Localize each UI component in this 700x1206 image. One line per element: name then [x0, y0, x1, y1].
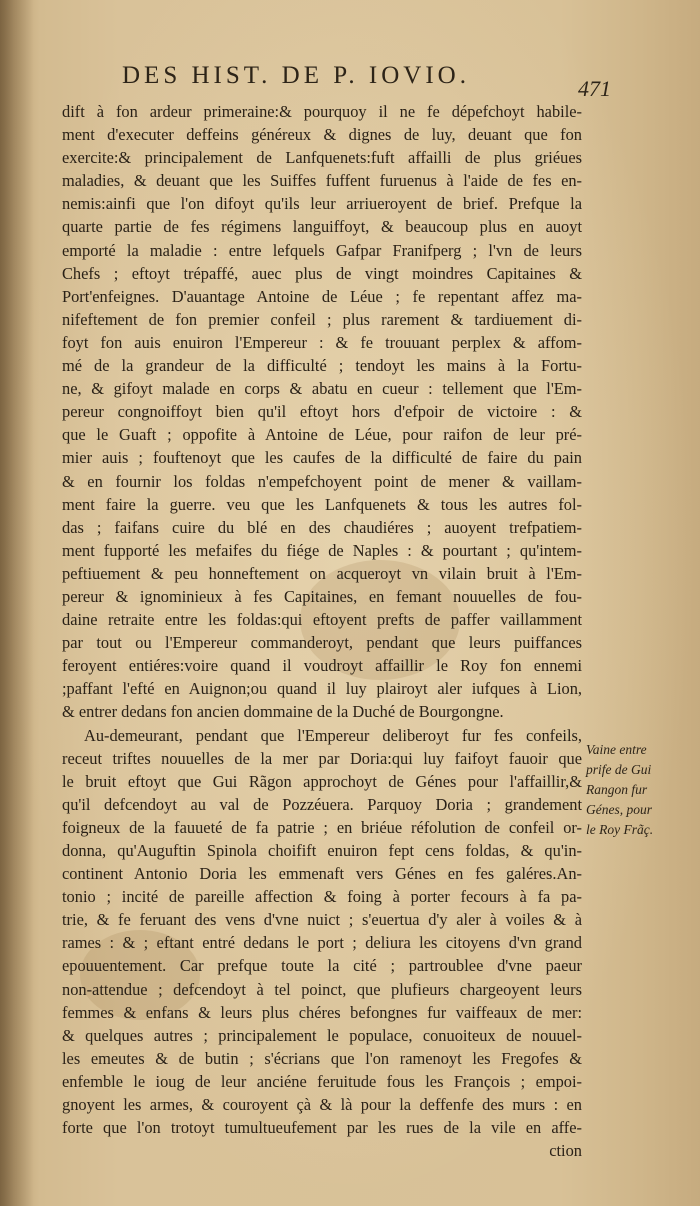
text-line: dift à fon ardeur primeraine:& pourquoy il ne fe dépefchoyt habile-	[62, 102, 582, 121]
marginal-note-line: prife de Gui	[586, 762, 652, 777]
text-line: nifeftement de fon premier confeil ; plus rarement & tardiuement di-	[62, 309, 582, 329]
text-line: que le Guaft ; oppofite à Antoine de Léue, pour raifon de leur pré-	[62, 425, 582, 445]
text-line: & entrer dedans fon ancien dommaine de la Duché de Bourgongne.	[62, 702, 504, 722]
text-line: & en fournir los foldas n'empefchoyent point de mener & vaillam-	[62, 471, 582, 491]
gutter-shadow	[0, 0, 34, 1206]
text-line: Port'enfeignes. D'auantage Antoine de Léue ; fe repentant affez ma-	[62, 286, 582, 306]
marginal-note-line: Rangon fur	[586, 782, 648, 797]
body-text	[62, 100, 582, 1162]
text-line: les emeutes & de butin ; s'écrians que l'on ramenoyt les Fregofes &	[62, 1048, 582, 1068]
text-line: feroyent entiéres:voire quand il voudroyt affaillir le Roy fon ennemi	[62, 656, 582, 676]
text-line: ne, & gifoyt malade en corps & abatu en cueur : tellement que l'Em-	[62, 379, 582, 399]
text-line: Chefs ; eftoyt trépaffé, auec plus de vingt moindres Capitaines &	[62, 263, 582, 283]
text-line: foyt fon auis enuiron l'Empereur : & fe trouuant perplex & affom-	[62, 332, 582, 352]
text-line: mier auis ; fouftenoyt que les caufes de la difficulté de faire du pain	[62, 448, 582, 468]
text-line: forte que l'on trotoyt tumultueufement par les rues de la vile en affe-	[62, 1118, 582, 1138]
marginal-note-line: Génes, pour	[586, 802, 652, 817]
paragraph-first-line: Au-demeurant, pendant que l'Empereur deliberoyt fur fes confeils,	[84, 725, 582, 745]
text-line: maladies, & deuant que les Suiffes fuffent furuenus à l'aide de fes en-	[62, 171, 582, 191]
text-line: non-attendue ; defcendoyt à tel poinct, que plufieurs chargeoyent leurs	[62, 979, 582, 999]
running-head: DES HIST. DE P. IOVIO.	[122, 62, 470, 89]
text-line: das ; faifans cuire du blé en des chaudiéres ; auoyent trefpatiem-	[62, 517, 582, 537]
text-line: femmes & enfans & leurs plus chéres befongnes fur vaiffeaux de mer:	[62, 1002, 582, 1022]
text-line: par tout ou l'Empereur commanderoyt, pendant que leurs puiffances	[62, 633, 582, 653]
text-line: nemis:ainfi que l'on difoyt qu'ils leur arriueroyent de brief. Prefque la	[62, 194, 582, 214]
catchword: ction	[549, 1141, 582, 1161]
text-line: trie, & fe feruant des vens d'vne nuict ; s'euertua d'y aler à voiles & à	[62, 910, 582, 930]
text-line: gnoyent les armes, & couroyent çà & là pour la deffenfe des murs : en	[62, 1095, 582, 1115]
text-line: emporté la maladie : entre lefquels Gafpar Franifperg ; l'vn de leurs	[62, 240, 582, 260]
text-line: & quelques autres ; principalement le populace, conuoiteux de nouuel-	[62, 1025, 582, 1045]
page-number: 471	[578, 76, 611, 101]
marginal-note-line: Vaine entre	[586, 742, 647, 757]
marginal-note	[586, 740, 696, 840]
text-line: enfemble le ioug de leur anciéne feruitude fous les François ; empoi-	[62, 1071, 582, 1091]
text-line: foigneux de la fauueté de fa patrie ; en briéue réfolution de confeil or-	[62, 817, 582, 837]
text-line: quarte partie de fes régimens languiffoyt, & beaucoup plus en auoyt	[62, 217, 582, 237]
text-line: ;paffant l'efté en Auignon;ou quand il luy plairoyt aler iufques à Lion,	[62, 679, 582, 699]
marginal-note-line: le Roy Frãç.	[586, 822, 654, 837]
text-line: mé de la grandeur de la difficulté ; tendoyt les mains à la Fortu-	[62, 356, 582, 376]
text-line: daine retraite entre les foldas:qui eftoyent prefts de paffer vaillamment	[62, 610, 582, 630]
text-line: qu'il defcendoyt au val de Pozzéuera. Parquoy Doria ; grandement	[62, 794, 582, 814]
text-line: receut triftes nouuelles de la mer par Doria:qui luy faifoyt fauoir que	[62, 748, 582, 768]
text-line: pereur & ignominieux à fes Capitaines, en femant nouuelles de fou-	[62, 586, 582, 606]
text-line: ment faire la guerre. veu que les Lanfquenets & tous les autres fol-	[62, 494, 582, 514]
text-line: continent Antonio Doria les emmenaft vers Génes en fes galéres.An-	[62, 864, 582, 884]
text-line: epouuentement. Car prefque toute la cité ; partroublee d'vne paeur	[62, 956, 582, 976]
text-line: exercite:& principalement de Lanfquenets:fuft affailli de plus griéues	[62, 148, 582, 168]
text-line: donna, qu'Auguftin Spinola choifift enuiron fept cens foldas, & qu'in-	[62, 841, 582, 860]
text-line: pereur congnoiffoyt bien qu'il eftoyt hors d'efpoir de victoire : &	[62, 402, 582, 422]
text-line: le bruit eftoyt que Gui Rãgon approchoyt de Génes pour l'affaillir,&	[62, 771, 582, 791]
text-line: ment d'executer deffeins généreux & dignes de luy, deuant que fon	[62, 125, 582, 145]
text-line: tonio ; incité de pareille affection & foing à porter fecours à fa pa-	[62, 887, 582, 907]
text-line: rames : & ; eftant entré dedans le port ; deliura les citoyens d'vn grand	[62, 933, 582, 953]
text-line: ment fupporté les mefaifes du fiége de Naples : & pourtant ; qu'intem-	[62, 540, 582, 560]
text-line: peftiuement & peu honneftement on acqueroyt vn vilain bruit à l'Em-	[62, 563, 582, 583]
